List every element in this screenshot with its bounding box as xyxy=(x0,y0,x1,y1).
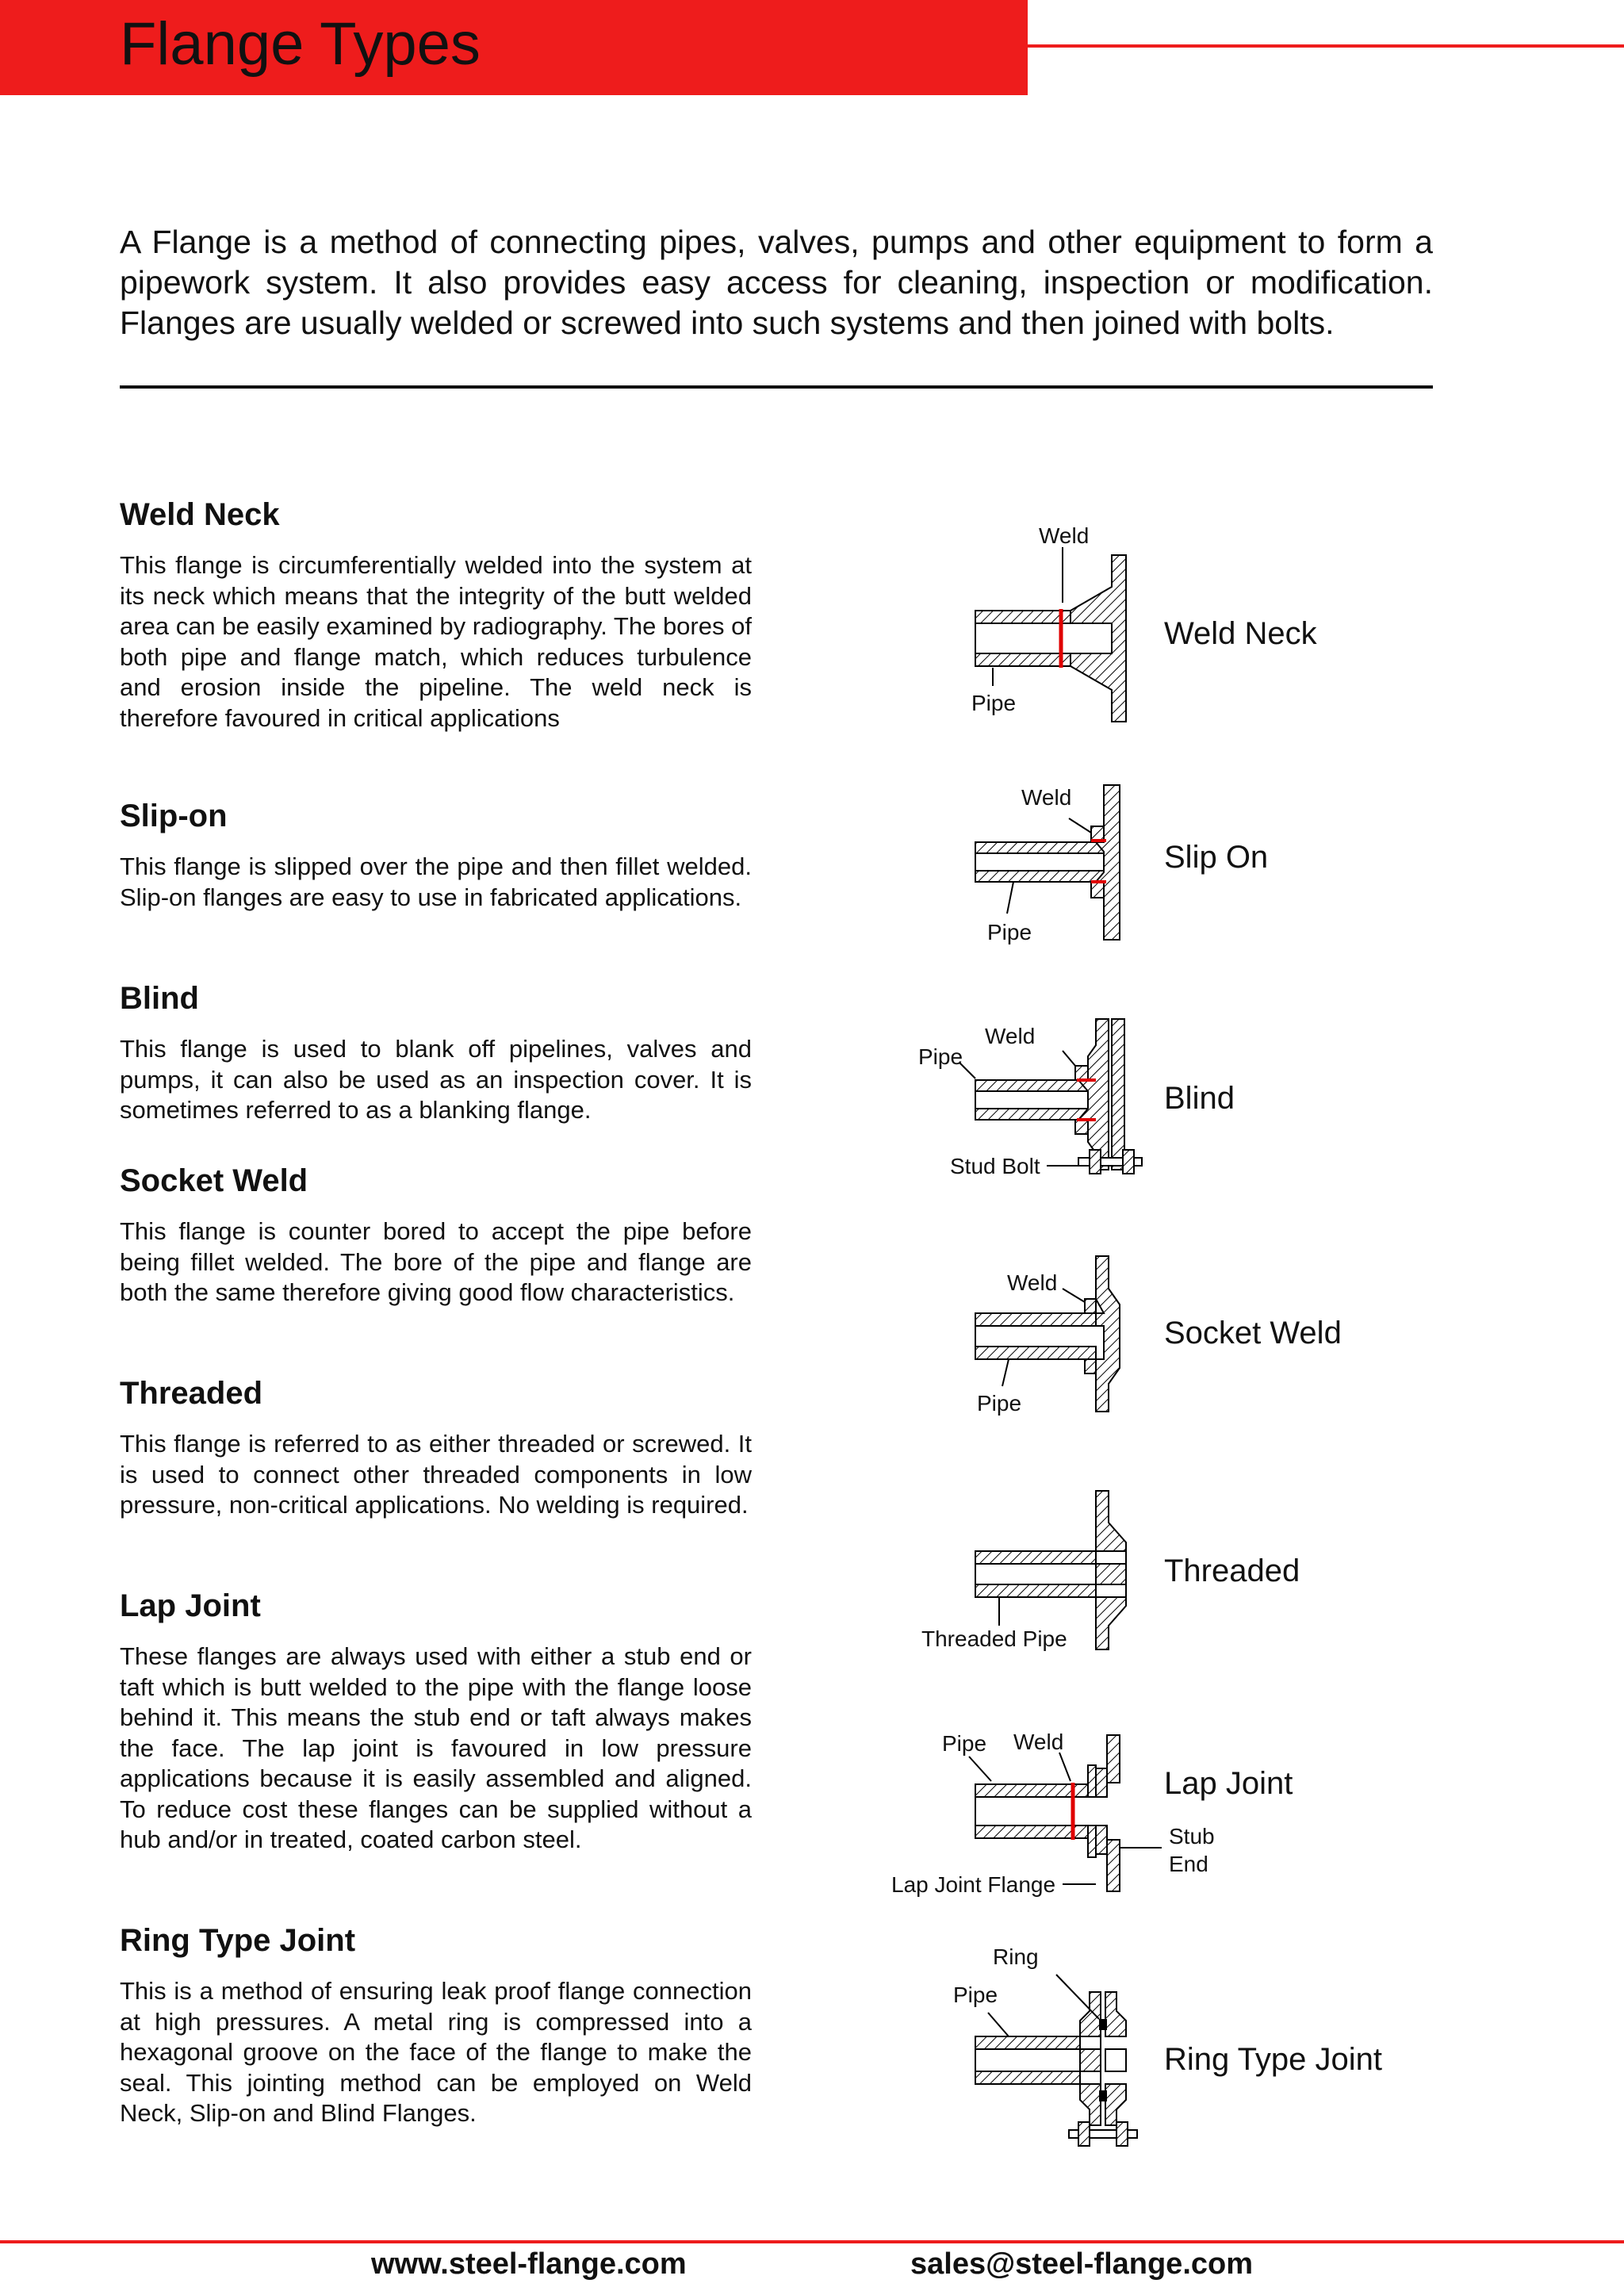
section-title: Ring Type Joint xyxy=(120,1923,356,1958)
section-text: This flange is slipped over the pipe and then fillet welded. Slip-on flanges are easy to use in fabricated applications. xyxy=(120,852,752,911)
section-title: Blind xyxy=(120,981,199,1016)
section-threaded xyxy=(120,1375,752,1521)
section-socket-weld xyxy=(120,1163,752,1308)
section-title: Lap Joint xyxy=(120,1588,261,1623)
stud-bolt-label: Stud Bolt xyxy=(950,1154,1040,1178)
weld-label: Weld xyxy=(985,1024,1036,1048)
weld-label: Weld xyxy=(1013,1730,1064,1754)
section-text: These flanges are always used with either a stub end or taft which is butt welded to the pipe with the flange loose behind it. This means the stub end or taft always makes the face. The lap joint is favoured in low pressure applications because it is easily assembled and aligned. To reduce cost these flanges can be supplied without a hub and/or in treated, coated carbon steel. xyxy=(120,1642,752,1853)
diagram-title: Blind xyxy=(1164,1081,1235,1116)
pipe-label: Pipe xyxy=(953,1983,998,2007)
weld-label: Weld xyxy=(1039,523,1090,548)
stub-label: Stub xyxy=(1169,1824,1215,1849)
section-weld-neck xyxy=(120,496,752,734)
section-text: This flange is circumferentially welded into the system at its neck which means that the integrity of the butt welded area can be easily examined by radiography. The bores of both pipe and flange match, which reduces turbulence and erosion inside the pipeline. The weld neck is therefore favoured in critical applications xyxy=(120,551,752,732)
website-link[interactable]: www.steel-flange.com xyxy=(371,2247,687,2281)
weld-label: Weld xyxy=(1021,785,1072,810)
blind-diagram xyxy=(888,1007,1364,1190)
lap-joint-flange-label: Lap Joint Flange xyxy=(891,1872,1056,1897)
ring-label: Ring xyxy=(993,1944,1039,1969)
footer-rule xyxy=(0,2240,1624,2243)
section-title: Socket Weld xyxy=(120,1163,308,1198)
section-ring-type-joint xyxy=(120,1922,752,2129)
header-rule xyxy=(1028,44,1624,48)
diagram-title: Lap Joint xyxy=(1164,1766,1293,1801)
section-blind xyxy=(120,980,752,1126)
diagram-title: Socket Weld xyxy=(1164,1316,1342,1350)
pipe-label: Pipe xyxy=(971,691,1017,715)
section-text: This flange is referred to as either threaded or screwed. It is used to connect other threaded components in low pressure, non-critical applications. No welding is required. xyxy=(120,1430,752,1519)
section-text: This flange is used to blank off pipelines, valves and pumps, it can also be used as an inspection cover. It is sometimes referred to as a blanking flange. xyxy=(120,1035,752,1124)
email-link[interactable]: sales@steel-flange.com xyxy=(910,2247,1254,2281)
threaded-pipe-label: Threaded Pipe xyxy=(921,1626,1067,1651)
diagram-title: Threaded xyxy=(1164,1554,1300,1588)
lap-joint-diagram xyxy=(888,1721,1364,1903)
section-title: Threaded xyxy=(120,1376,263,1411)
section-title: Weld Neck xyxy=(120,497,280,532)
intro-paragraph: A Flange is a method of connecting pipes, valves, pumps and other equipment to form a pipework system. It also provides easy access for cleaning, inspection or modification. Flanges are usually welded or screwed into such systems and then joined with bolts. xyxy=(120,224,1433,341)
pipe-label: Pipe xyxy=(977,1391,1022,1416)
diagram-title: Slip On xyxy=(1164,840,1269,875)
pipe-label: Pipe xyxy=(942,1731,987,1756)
section-text: This is a method of ensuring leak proof flange connection at high pressures. A metal ring is compressed into a hexagonal groove on the face of the flange to make the seal. This jointing method can be employed on Weld Neck, Slip-on and Blind Flanges. xyxy=(120,1977,752,2127)
diagram-title: Weld Neck xyxy=(1164,616,1317,651)
page-title: Flange Types xyxy=(120,10,481,78)
weld-neck-diagram xyxy=(888,523,1364,730)
pipe-label: Pipe xyxy=(987,920,1032,944)
end-label: End xyxy=(1169,1852,1208,1876)
section-slip-on xyxy=(120,798,752,913)
section-lap-joint xyxy=(120,1588,752,1856)
socket-weld-diagram xyxy=(888,1245,1364,1427)
threaded-diagram xyxy=(888,1483,1364,1665)
section-title: Slip-on xyxy=(120,799,228,833)
weld-label: Weld xyxy=(1007,1270,1058,1295)
pipe-label: Pipe xyxy=(918,1044,963,1069)
slip-on-diagram xyxy=(888,769,1364,952)
ring-type-joint-diagram xyxy=(888,1943,1382,2157)
section-text: This flange is counter bored to accept the pipe before being fillet welded. The bore of the pipe and flange are both the same therefore giving good flow characteristics. xyxy=(120,1217,752,1306)
diagram-title: Ring Type Joint xyxy=(1164,2042,1382,2077)
intro-divider xyxy=(120,385,1433,389)
